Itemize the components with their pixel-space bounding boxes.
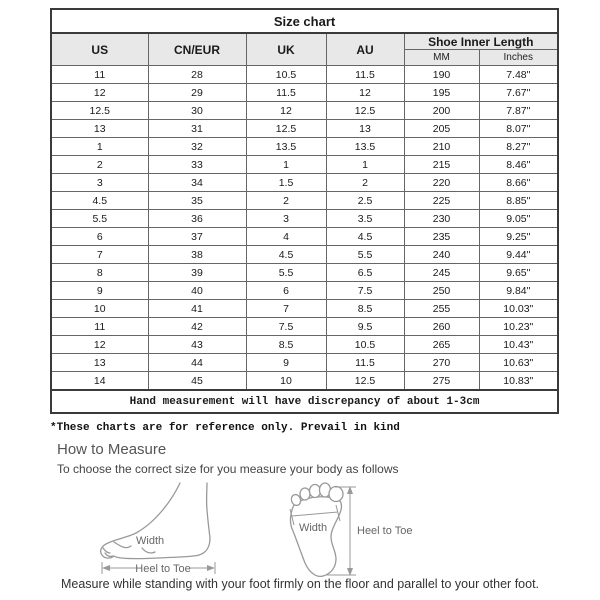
table-cell: 13 bbox=[51, 354, 148, 372]
foot-side-outline bbox=[101, 483, 210, 559]
table-cell: 11.5 bbox=[326, 66, 404, 84]
table-cell: 1 bbox=[51, 138, 148, 156]
table-cell: 13.5 bbox=[246, 138, 326, 156]
table-cell: 12 bbox=[326, 84, 404, 102]
table-cell: 35 bbox=[148, 192, 246, 210]
table-cell: 240 bbox=[404, 246, 479, 264]
table-cell: 13 bbox=[326, 120, 404, 138]
table-cell: 6 bbox=[246, 282, 326, 300]
table-header-row bbox=[51, 33, 558, 50]
table-row bbox=[51, 372, 558, 391]
table-title: Size chart bbox=[51, 9, 558, 33]
table-row bbox=[51, 174, 558, 192]
table-cell: 41 bbox=[148, 300, 246, 318]
table-cell: 30 bbox=[148, 102, 246, 120]
table-row bbox=[51, 66, 558, 84]
table-cell: 33 bbox=[148, 156, 246, 174]
table-cell: 8.66" bbox=[479, 174, 558, 192]
table-cell: 7.5 bbox=[326, 282, 404, 300]
table-row bbox=[51, 156, 558, 174]
table-cell: 8.07" bbox=[479, 120, 558, 138]
table-cell: 3.5 bbox=[326, 210, 404, 228]
table-cell: 12 bbox=[51, 336, 148, 354]
col-header-au: AU bbox=[326, 33, 404, 66]
table-cell: 31 bbox=[148, 120, 246, 138]
table-cell: 10.63" bbox=[479, 354, 558, 372]
table-cell: 3 bbox=[51, 174, 148, 192]
table-cell: 5.5 bbox=[51, 210, 148, 228]
table-row bbox=[51, 102, 558, 120]
col-header-cn-eur: CN/EUR bbox=[148, 33, 246, 66]
table-row bbox=[51, 192, 558, 210]
table-cell: 12.5 bbox=[326, 372, 404, 391]
table-cell: 220 bbox=[404, 174, 479, 192]
table-cell: 42 bbox=[148, 318, 246, 336]
foot-side-view-diagram bbox=[98, 482, 223, 577]
side-heel-to-toe-arrow bbox=[102, 562, 215, 575]
table-row bbox=[51, 282, 558, 300]
table-cell: 9.65" bbox=[479, 264, 558, 282]
table-row bbox=[51, 336, 558, 354]
col-header-us: US bbox=[51, 33, 148, 66]
table-cell: 265 bbox=[404, 336, 479, 354]
table-cell: 260 bbox=[404, 318, 479, 336]
table-cell: 2 bbox=[326, 174, 404, 192]
table-cell: 9.05" bbox=[479, 210, 558, 228]
table-cell: 9.5 bbox=[326, 318, 404, 336]
table-footnote-row bbox=[51, 390, 558, 413]
table-footnote: Hand measurement will have discrepancy of about 1-3cm bbox=[51, 390, 558, 413]
table-cell: 9.84" bbox=[479, 282, 558, 300]
table-cell: 6.5 bbox=[326, 264, 404, 282]
table-row bbox=[51, 354, 558, 372]
table-cell: 11 bbox=[51, 66, 148, 84]
table-cell: 34 bbox=[148, 174, 246, 192]
table-cell: 5.5 bbox=[326, 246, 404, 264]
table-cell: 255 bbox=[404, 300, 479, 318]
table-cell: 38 bbox=[148, 246, 246, 264]
table-cell: 36 bbox=[148, 210, 246, 228]
table-cell: 1 bbox=[246, 156, 326, 174]
table-cell: 7.87" bbox=[479, 102, 558, 120]
size-table-body bbox=[51, 66, 558, 391]
table-cell: 10 bbox=[51, 300, 148, 318]
reference-note: *These charts are for reference only. Prevail in kind bbox=[50, 422, 400, 434]
table-cell: 230 bbox=[404, 210, 479, 228]
col-header-inches: Inches bbox=[479, 50, 558, 66]
side-heel-to-toe-label: Heel to Toe bbox=[135, 563, 191, 575]
table-cell: 3 bbox=[246, 210, 326, 228]
table-cell: 13 bbox=[51, 120, 148, 138]
table-cell: 7.5 bbox=[246, 318, 326, 336]
table-cell: 225 bbox=[404, 192, 479, 210]
table-cell: 275 bbox=[404, 372, 479, 391]
table-cell: 10.23" bbox=[479, 318, 558, 336]
table-cell: 245 bbox=[404, 264, 479, 282]
table-row bbox=[51, 228, 558, 246]
table-row bbox=[51, 264, 558, 282]
table-cell: 37 bbox=[148, 228, 246, 246]
table-cell: 250 bbox=[404, 282, 479, 300]
table-cell: 8.85" bbox=[479, 192, 558, 210]
table-cell: 210 bbox=[404, 138, 479, 156]
table-cell: 28 bbox=[148, 66, 246, 84]
table-cell: 12 bbox=[246, 102, 326, 120]
table-row bbox=[51, 210, 558, 228]
table-cell: 13.5 bbox=[326, 138, 404, 156]
table-cell: 4.5 bbox=[326, 228, 404, 246]
table-cell: 12.5 bbox=[51, 102, 148, 120]
top-width-label: Width bbox=[298, 522, 328, 534]
size-chart-table bbox=[50, 8, 559, 414]
table-cell: 9.44" bbox=[479, 246, 558, 264]
table-cell: 8.27" bbox=[479, 138, 558, 156]
table-cell: 235 bbox=[404, 228, 479, 246]
table-cell: 45 bbox=[148, 372, 246, 391]
table-cell: 8.46" bbox=[479, 156, 558, 174]
table-cell: 270 bbox=[404, 354, 479, 372]
table-cell: 7.67" bbox=[479, 84, 558, 102]
table-cell: 12 bbox=[51, 84, 148, 102]
table-cell: 39 bbox=[148, 264, 246, 282]
table-cell: 9.25" bbox=[479, 228, 558, 246]
col-header-uk: UK bbox=[246, 33, 326, 66]
table-cell: 2 bbox=[246, 192, 326, 210]
measure-instruction: Measure while standing with your foot firmly on the floor and parallel to your other foot. bbox=[60, 577, 540, 591]
table-cell: 200 bbox=[404, 102, 479, 120]
table-cell: 9 bbox=[246, 354, 326, 372]
table-cell: 9 bbox=[51, 282, 148, 300]
table-cell: 4.5 bbox=[51, 192, 148, 210]
table-row bbox=[51, 318, 558, 336]
table-cell: 11 bbox=[51, 318, 148, 336]
table-cell: 8.5 bbox=[326, 300, 404, 318]
table-cell: 2 bbox=[51, 156, 148, 174]
side-width-label: Width bbox=[136, 535, 165, 547]
top-heel-to-toe-label: Heel to Toe bbox=[357, 525, 413, 537]
table-row bbox=[51, 84, 558, 102]
table-row bbox=[51, 138, 558, 156]
table-cell: 10.5 bbox=[246, 66, 326, 84]
table-cell: 7 bbox=[246, 300, 326, 318]
table-cell: 190 bbox=[404, 66, 479, 84]
table-cell: 12.5 bbox=[246, 120, 326, 138]
table-cell: 44 bbox=[148, 354, 246, 372]
table-cell: 215 bbox=[404, 156, 479, 174]
table-cell: 10.5 bbox=[326, 336, 404, 354]
table-cell: 14 bbox=[51, 372, 148, 391]
table-cell: 4.5 bbox=[246, 246, 326, 264]
table-cell: 7 bbox=[51, 246, 148, 264]
table-row bbox=[51, 246, 558, 264]
table-cell: 1 bbox=[326, 156, 404, 174]
col-header-shoe-inner-length: Shoe Inner Length bbox=[404, 33, 558, 50]
table-cell: 43 bbox=[148, 336, 246, 354]
table-cell: 10.03" bbox=[479, 300, 558, 318]
table-cell: 4 bbox=[246, 228, 326, 246]
footprint-top-view-diagram bbox=[283, 481, 418, 581]
table-cell: 195 bbox=[404, 84, 479, 102]
table-cell: 6 bbox=[51, 228, 148, 246]
col-header-mm: MM bbox=[404, 50, 479, 66]
table-title-row bbox=[51, 9, 558, 33]
table-cell: 10.83" bbox=[479, 372, 558, 391]
table-cell: 1.5 bbox=[246, 174, 326, 192]
how-to-measure-heading: How to Measure bbox=[57, 441, 167, 458]
table-cell: 7.48" bbox=[479, 66, 558, 84]
table-cell: 10.43" bbox=[479, 336, 558, 354]
how-to-measure-subtitle: To choose the correct size for you measure your body as follows bbox=[57, 462, 399, 476]
table-cell: 205 bbox=[404, 120, 479, 138]
table-cell: 2.5 bbox=[326, 192, 404, 210]
table-cell: 40 bbox=[148, 282, 246, 300]
table-cell: 8 bbox=[51, 264, 148, 282]
table-cell: 8.5 bbox=[246, 336, 326, 354]
table-cell: 10 bbox=[246, 372, 326, 391]
table-cell: 32 bbox=[148, 138, 246, 156]
table-cell: 11.5 bbox=[246, 84, 326, 102]
table-cell: 5.5 bbox=[246, 264, 326, 282]
table-cell: 29 bbox=[148, 84, 246, 102]
table-row bbox=[51, 300, 558, 318]
table-cell: 12.5 bbox=[326, 102, 404, 120]
table-row bbox=[51, 120, 558, 138]
table-cell: 11.5 bbox=[326, 354, 404, 372]
